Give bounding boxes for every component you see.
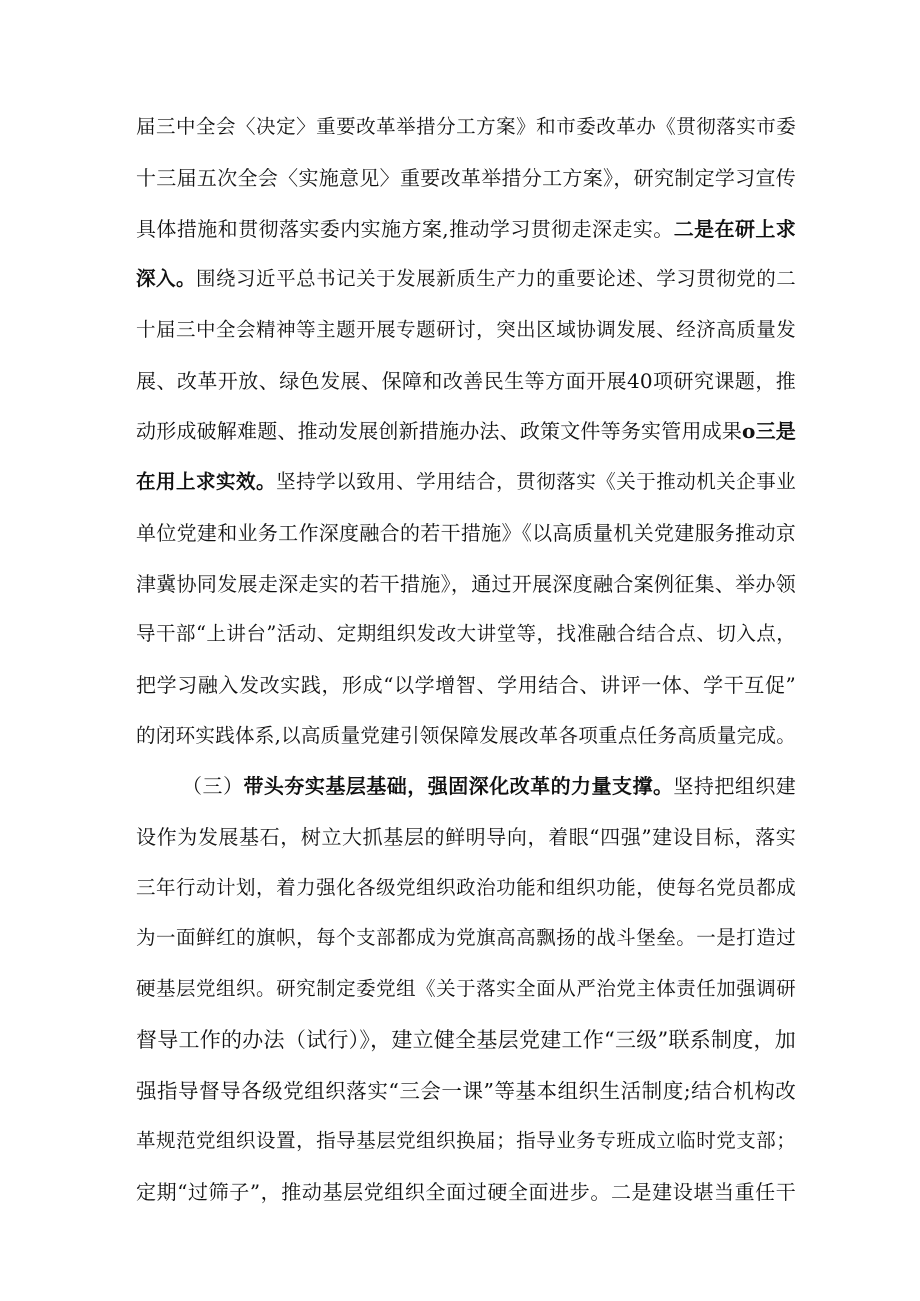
text-line: 为一面鲜红的旗帜，每个支部都成为党旗高高飘扬的战斗堡垒。一是打造过: [136, 926, 796, 949]
bold-heading: 深入。: [136, 267, 197, 290]
text-line: 具体措施和贯彻落实委内实施方案,推动学习贯彻走深走实。二是在研上求: [136, 217, 796, 241]
text-line: 革规范党组织设置，指导基层党组织换届；指导业务专班成立临时党支部；: [136, 1129, 796, 1152]
text-line: 三年行动计划，着力强化各级党组织政治功能和组织功能，使每名党员都成: [136, 876, 796, 899]
text-line: 动形成破解难题、推动发展创新措施办法、政策文件等务实管用成果o三是: [136, 419, 796, 443]
text-line: 导干部“上讲台”活动、定期组织发改大讲堂等，找准融合结合点、切入点，: [136, 622, 796, 645]
text-line: 深入。围绕习近平总书记关于发展新质生产力的重要论述、学习贯彻党的二: [136, 267, 796, 290]
text-line: 的闭环实践体系,以高质量党建引领保障发展改革各项重点任务高质量完成。: [136, 724, 796, 747]
bold-heading: 在用上求实效。: [136, 470, 277, 493]
text-line: 督导工作的办法（试行）》，建立健全基层党建工作“三级”联系制度，加: [136, 1028, 796, 1052]
text-line: 硬基层党组织。研究制定委党组《关于落实全面从严治党主体责任加强调研: [136, 977, 796, 1000]
text-line: 单位党建和业务工作深度融合的若干措施》《以高质量机关党建服务推动京: [136, 521, 796, 545]
text-line: 届三中全会〈决定〉重要改革举措分工方案》和市委改革办《贯彻落实市委: [136, 115, 796, 138]
text-line: 强指导督导各级党组织落实“三会一课”等基本组织生活制度;结合机构改: [136, 1079, 796, 1103]
text-line: 津冀协同发展走深走实的若干措施》，通过开展深度融合案例征集、举办领: [136, 572, 796, 596]
bold-heading: o三是: [742, 419, 796, 443]
text-line: 把学习融入发改实践，形成“以学增智、学用结合、讲评一体、学干互促”: [136, 673, 796, 697]
text-line: 十三届五次全会〈实施意见〉重要改革举措分工方案》，研究制定学习宣传: [136, 166, 796, 190]
text-line: 展、改革开放、绿色发展、保障和改善民生等方面开展40项研究课题，推: [136, 369, 796, 393]
bold-heading: 二是在研上求: [673, 217, 796, 241]
section-heading: 带头夯实基层基础，强固深化改革的力量支撑。: [243, 774, 674, 798]
text-line: 定期“过筛子”，推动基层党组织全面过硬全面进步。二是建设堪当重任干: [136, 1180, 796, 1204]
text-line: 十届三中全会精神等主题开展专题研讨，突出区域协调发展、经济高质量发: [136, 318, 796, 341]
section-heading-line: （三）带头夯实基层基础，强固深化改革的力量支撑。坚持把组织建: [182, 774, 796, 798]
text-line: 设作为发展基石，树立大抓基层的鲜明导向，着眼“四强”建设目标，落实: [136, 825, 796, 849]
text-line: 在用上求实效。坚持学以致用、学用结合，贯彻落实《关于推动机关企事业: [136, 470, 796, 493]
